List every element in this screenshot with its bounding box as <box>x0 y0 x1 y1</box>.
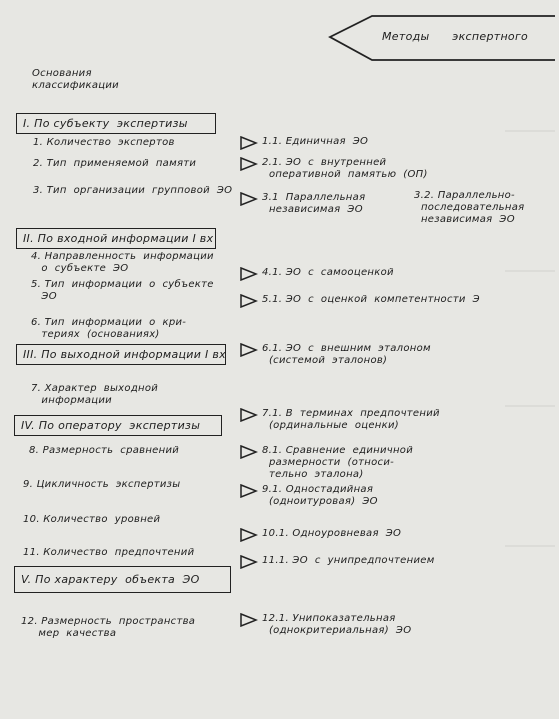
criterion-item: 4. Направленность информации о субъекте ЭО <box>31 251 214 274</box>
criterion-item: 3. Тип организации групповой ЭО <box>33 185 233 196</box>
triangle-arrow-icon <box>240 192 258 206</box>
basis-label: Основания классификации <box>32 68 119 91</box>
triangle-arrow-icon <box>240 528 258 542</box>
criterion-item: 5. Тип информации о субъекте ЭО <box>31 279 214 302</box>
method-item: 3.2. Параллельно- последовательная независимая ЭО <box>414 190 525 225</box>
bleed-through-trace <box>505 270 555 272</box>
method-item: 6.1. ЭО с внешним эталоном (системой эталонов) <box>262 343 431 366</box>
criterion-item: 9. Цикличность экспертизы <box>23 479 181 490</box>
bleed-through-trace <box>505 130 555 132</box>
method-item: 2.1. ЭО с внутренней оперативной памятью (ОП) <box>262 157 428 180</box>
method-item: 5.1. ЭО с оценкой компетентности Э <box>262 294 480 305</box>
triangle-arrow-icon <box>240 267 258 281</box>
criterion-item: 7. Характер выходной информации <box>31 383 159 406</box>
criterion-item: 11. Количество предпочтений <box>23 547 195 558</box>
method-item: 7.1. В терминах предпочтений (ординальные оценки) <box>262 408 440 431</box>
criterion-item: 10. Количество уровней <box>23 514 161 525</box>
criterion-item: 6. Тип информации о кри- териях (основаниях) <box>31 317 187 340</box>
triangle-arrow-icon <box>240 408 258 422</box>
triangle-arrow-icon <box>240 343 258 357</box>
method-item: 1.1. Единичная ЭО <box>262 136 369 147</box>
triangle-arrow-icon <box>240 294 258 308</box>
section-box-operator: IV. По оператору экспертизы <box>14 415 222 436</box>
triangle-arrow-icon <box>240 445 258 459</box>
method-item: 11.1. ЭО с унипредпочтением <box>262 555 435 566</box>
triangle-arrow-icon <box>240 484 258 498</box>
triangle-arrow-icon <box>240 157 258 171</box>
method-item: 4.1. ЭО с самооценкой <box>262 267 394 278</box>
section-box-input: II. По входной информации I вх <box>16 228 216 249</box>
section-box-object: V. По характеру объекта ЭО <box>14 566 231 593</box>
method-item: 9.1. Одностадийная (одноитуровая) ЭО <box>262 484 378 507</box>
criterion-item: 2. Тип применяемой памяти <box>33 158 197 169</box>
method-item: 12.1. Унипоказательная (однокритериальная) ЭО <box>262 613 412 636</box>
criterion-item: 1. Количество экспертов <box>33 137 175 148</box>
triangle-arrow-icon <box>240 555 258 569</box>
method-item: 3.1 Параллельная независимая ЭО <box>262 192 366 215</box>
bleed-through-trace <box>505 405 555 407</box>
section-box-output: III. По выходной информации I вх <box>16 344 226 365</box>
method-item: 8.1. Сравнение единичной размерности (относи- тельно эталона) <box>262 445 414 480</box>
triangle-arrow-icon <box>240 136 258 150</box>
section-box-subject: I. По субъекту экспертизы <box>16 113 216 134</box>
triangle-arrow-icon <box>240 613 258 627</box>
method-item: 10.1. Одноуровневая ЭО <box>262 528 402 539</box>
criterion-item: 12. Размерность пространства мер качества <box>21 616 196 639</box>
header-title: Методы экспертного <box>382 30 529 43</box>
criterion-item: 8. Размерность сравнений <box>29 445 180 456</box>
bleed-through-trace <box>505 545 555 547</box>
